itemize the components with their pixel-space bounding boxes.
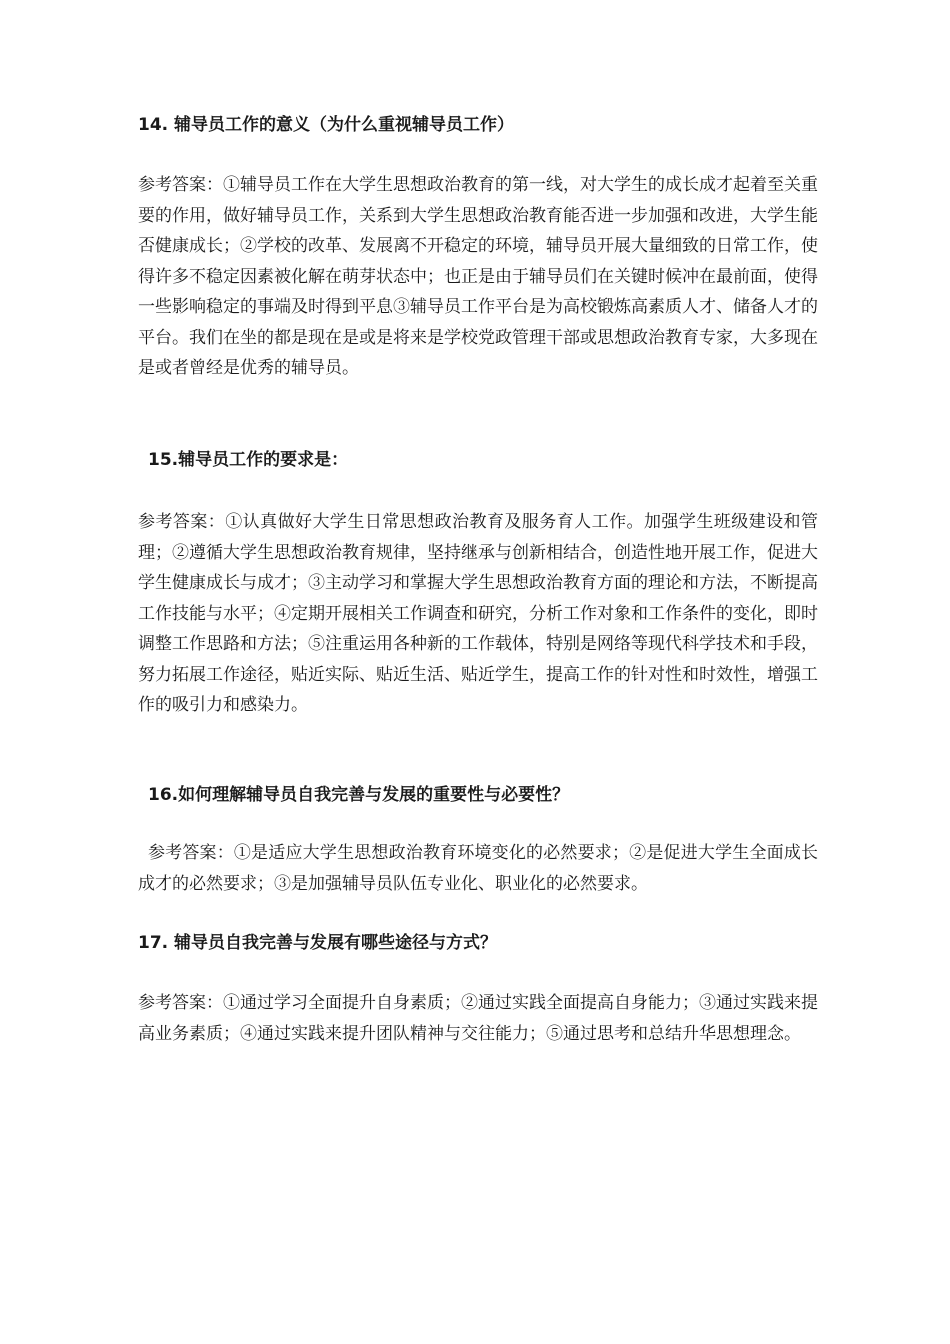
question-16-title: 16.如何理解辅导员自我完善与发展的重要性与必要性？ bbox=[148, 785, 570, 805]
question-16-answer: 参考答案：①是适应大学生思想政治教育环境变化的必然要求；②是促进大学生全面成长成才的必然要求；③是加强辅导员队伍专业化、职业化的必然要求。 bbox=[138, 843, 818, 894]
question-17 bbox=[138, 930, 818, 1049]
question-15-answer: 参考答案：①认真做好大学生日常思想政治教育及服务育人工作。加强学生班级建设和管理；②遵循大学生思想政治教育规律，坚持继承与创新相结合，创造性地开展工作，促进大学生健康成长与成才；③主动学习和掌握大学生思想政治教育方面的理论和方法，不断提高工作技能与水平；④定期开展相关工作调查和研究，分析工作对象和工作条件的变化，即时调整工作思路和方法；⑤注重运用各种新的工作载体，特别是网络等现代科学技术和手段，努力拓展工作途径，贴近实际、贴近生活、贴近学生，提高工作的针对性和时效性，增强工作的吸引力和感染力。 bbox=[138, 512, 818, 715]
question-14 bbox=[138, 112, 818, 384]
question-14-title: 14. 辅导员工作的意义（为什么重视辅导员工作） bbox=[138, 115, 515, 135]
question-15 bbox=[138, 447, 818, 721]
question-15-title: 15.辅导员工作的要求是： bbox=[148, 450, 349, 470]
question-17-answer: 参考答案：①通过学习全面提升自身素质；②通过实践全面提高自身能力；③通过实践来提高业务素质；④通过实践来提升团队精神与交往能力；⑤通过思考和总结升华思想理念。 bbox=[138, 993, 818, 1044]
question-17-title: 17. 辅导员自我完善与发展有哪些途径与方式？ bbox=[138, 933, 498, 953]
question-14-answer: 参考答案：①辅导员工作在大学生思想政治教育的第一线，对大学生的成长成才起着至关重要的作用，做好辅导员工作，关系到大学生思想政治教育能否进一步加强和改进，大学生能否健康成长；②学校的改革、发展离不开稳定的环境，辅导员开展大量细致的日常工作，使得许多不稳定因素被化解在萌芽状态中；也正是由于辅导员们在关键时候冲在最前面，使得一些影响稳定的事端及时得到平息③辅导员工作平台是为高校锻炼高素质人才、储备人才的平台。我们在坐的都是现在是或是将来是学校党政管理干部或思想政治教育专家，大多现在是或者曾经是优秀的辅导员。 bbox=[138, 175, 818, 378]
question-16 bbox=[138, 782, 818, 899]
